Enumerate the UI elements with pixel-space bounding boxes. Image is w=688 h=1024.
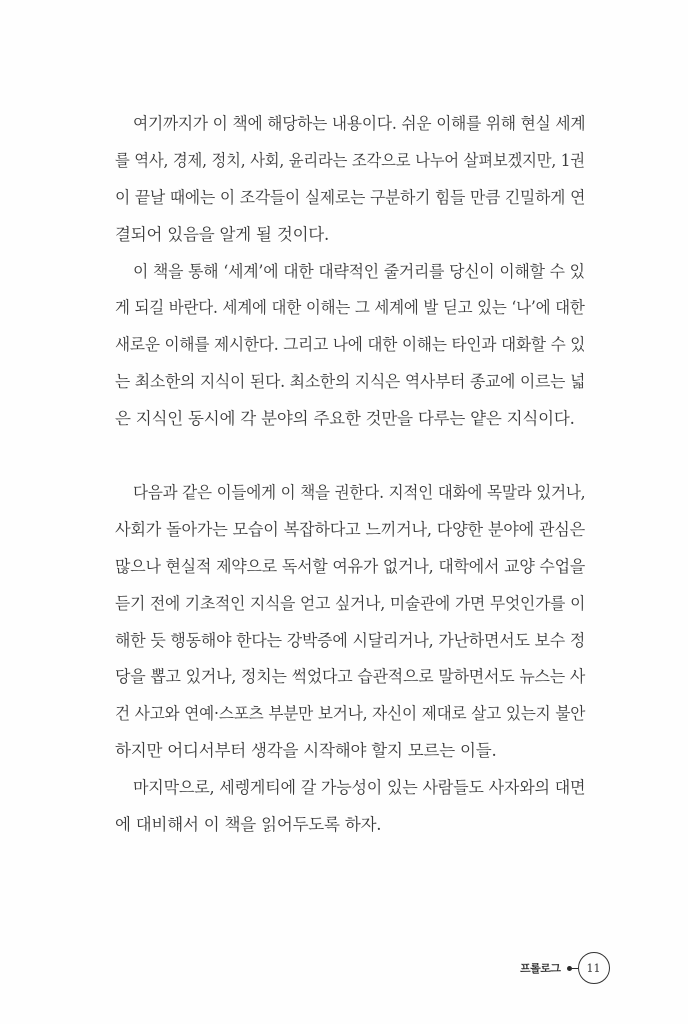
text-line: 하지만 어디서부터 생각을 시작해야 할지 모르는 이들. [115, 741, 497, 761]
text-line: 결되어 있음을 알게 될 것이다. [115, 224, 330, 244]
paragraph-2 [115, 254, 585, 438]
text-line: 를 역사, 경제, 정치, 사회, 윤리라는 조각으로 나누어 살펴보겠지만, 1권 [115, 150, 585, 170]
page-number: 11 [586, 961, 601, 975]
text-line: 이 책을 통해 ‘세계’에 대한 대략적인 줄거리를 당신이 이해할 수 있 [133, 261, 585, 281]
page-number-circle [578, 952, 610, 984]
text-line: 새로운 이해를 제시한다. 그리고 나에 대한 이해는 타인과 대화할 수 있 [115, 335, 586, 355]
section-label: 프롤로그 [520, 962, 561, 975]
paragraph-3 [115, 475, 585, 770]
text-line: 해한 듯 행동해야 한다는 강박증에 시달리거나, 가난하면서도 보수 정 [115, 630, 586, 650]
text-line: 많으나 현실적 제약으로 독서할 여유가 없거나, 대학에서 교양 수업을 [115, 556, 586, 576]
section-gap [115, 438, 585, 475]
text-line: 여기까지가 이 책에 해당하는 내용이다. 쉬운 이해를 위해 현실 세계 [133, 114, 586, 133]
text-line: 는 최소한의 지식이 된다. 최소한의 지식은 역사부터 종교에 이르는 넓 [115, 372, 586, 392]
text-line: 당을 뽑고 있거나, 정치는 썩었다고 습관적으로 말하면서도 뉴스는 사 [115, 667, 586, 687]
text-line: 마지막으로, 세렝게티에 갈 가능성이 있는 사람들도 사자와의 대면 [133, 778, 586, 798]
text-line: 듣기 전에 기초적인 지식을 얻고 싶거나, 미술관에 가면 무엇인가를 이 [115, 593, 586, 613]
paragraph-4 [115, 770, 585, 844]
text-line: 이 끝날 때에는 이 조각들이 실제로는 구분하기 힘들 만큼 긴밀하게 연 [115, 187, 586, 207]
paragraph-1 [115, 106, 585, 254]
text-line: 에 대비해서 이 책을 읽어두도록 하자. [115, 815, 382, 835]
page-footer [520, 950, 610, 986]
text-line: 게 되길 바란다. 세계에 대한 이해는 그 세계에 발 딛고 있는 ‘나’에 대한 [115, 298, 585, 318]
connector-line [572, 968, 578, 969]
body-text [115, 106, 585, 844]
text-line: 사회가 돌아가는 모습이 복잡하다고 느끼거나, 다양한 분야에 관심은 [115, 519, 586, 539]
text-line: 건 사고와 연예·스포츠 부분만 보거나, 자신이 제대로 살고 있는지 불안 [115, 704, 586, 724]
text-line: 다음과 같은 이들에게 이 책을 권한다. 지적인 대화에 목말라 있거나, [133, 483, 586, 503]
text-line: 은 지식인 동시에 각 분야의 주요한 것만을 다루는 얕은 지식이다. [115, 409, 575, 429]
